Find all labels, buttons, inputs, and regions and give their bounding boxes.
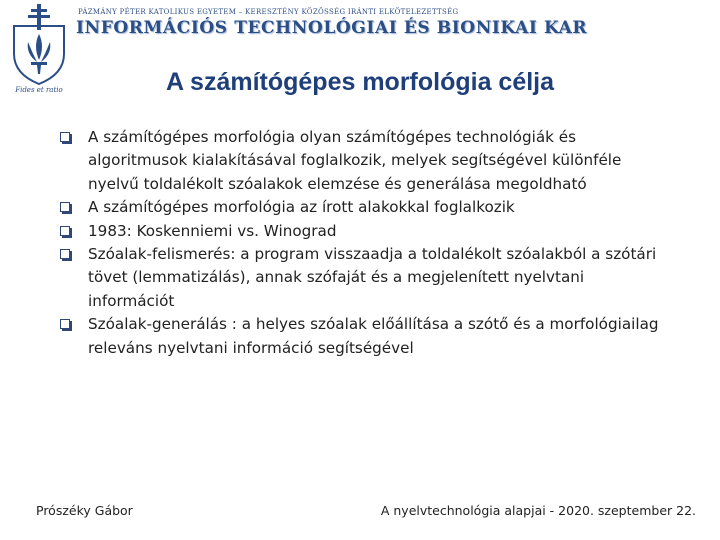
bullet-text: Szóalak-felismerés: a program visszaadja a toldalékolt szóalakból a szótári tövet (lemmatizálás), annak szófaját és a megjelenített nyelvtani információt (88, 245, 657, 310)
checkbox-bullet-icon (60, 202, 70, 212)
checkbox-bullet-icon (60, 249, 70, 259)
bullet-text: A számítógépes morfológia az írott alakokkal foglalkozik (88, 198, 515, 217)
bullet-item (60, 196, 660, 219)
bullet-text: Szóalak-generálás : a helyes szóalak előállítása a szótő és a morfológiailag releváns nyelvtani információ segítségével (88, 315, 659, 357)
slide-title: A számítógépes morfológia célja (165, 68, 555, 96)
university-name: PÁZMÁNY PÉTER KATOLIKUS EGYETEM – KERESZTÉNY KÖZÖSSÉG IRÁNTI ELKÖTELEZETTSÉG (78, 8, 459, 16)
bullet-item (60, 243, 660, 313)
checkbox-bullet-icon (60, 226, 70, 236)
bullet-item (60, 220, 660, 243)
bullet-item (60, 313, 660, 360)
bullet-text: 1983: Koskenniemi vs. Winograd (88, 221, 337, 240)
bullet-item (60, 126, 660, 196)
footer-author: Prószéky Gábor (36, 503, 133, 518)
bullet-list (60, 126, 660, 360)
checkbox-bullet-icon (60, 319, 70, 329)
footer-course-date: A nyelvtechnológia alapjai - 2020. szeptember 22. (380, 503, 696, 518)
bullet-text: A számítógépes morfológia olyan számítógépes technológiák és algoritmusok kialakításával foglalkozik, melyek segítségével különféle nyelvű toldalékolt szóalakok elemzése és generálása megoldható (88, 128, 622, 193)
checkbox-bullet-icon (60, 132, 70, 142)
logo-motto: Fides et ratio (15, 86, 63, 94)
faculty-name: INFORMÁCIÓS TECHNOLÓGIAI ÉS BIONIKAI KAR (76, 18, 588, 38)
